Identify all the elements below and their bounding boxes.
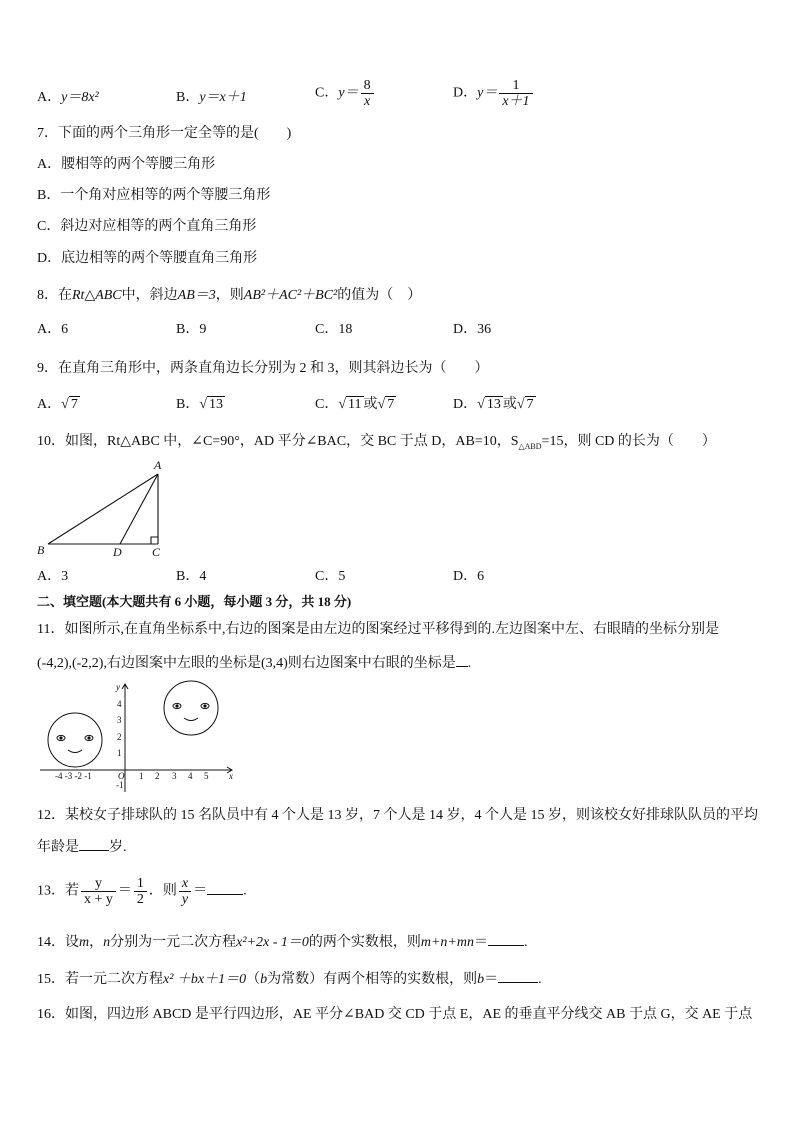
q11-line1: 11．如图所示,在直角坐标系中,右边的图案是由左边的图案经过平移得到的.左边图案中左、右眼睛的坐标分别是 (37, 622, 719, 637)
section-2-heading: 二、填空题(本大题共有 6 小题，每小题 3 分，共 18 分) (37, 594, 352, 609)
q6-option-d: D．y＝ $\frac{1}{x+1}$ (453, 78, 535, 109)
q10-option-c: C．5 (315, 569, 346, 584)
y-tick-4: 4 (117, 699, 122, 709)
segment-ab (48, 474, 158, 544)
segment-ad (120, 474, 158, 544)
q9-option-a: A．√ 7 (37, 397, 78, 412)
q8-option-d: D．36 (453, 322, 492, 337)
q7-option-a: A．腰相等的两个等腰三角形 (37, 157, 216, 172)
y-tick-neg1: -1 (116, 780, 124, 790)
origin-label: O (118, 771, 125, 781)
y-tick-2: 2 (117, 732, 122, 742)
x-tick-3: 3 (172, 771, 177, 781)
q12-line2: 年龄是 岁. (37, 836, 127, 858)
q12-line1: 12．某校女子排球队的 15 名队员中有 4 个人是 13 岁，7 个人是 14 岁，4 个人是 15 岁，则该校女好排球队队员的平均 (37, 808, 758, 823)
q9-stem: 9．在直角三角形中，两条直角边长分别为 2 和 3，则其斜边长为（ ） (37, 361, 489, 376)
q9-option-d: D．√ 13 或√ 7 (453, 397, 534, 412)
q16-stem: 16．如图，四边形 ABCD 是平行四边形，AE 平分∠BAD 交 CD 于点 E，AE 的垂直平分线交 AB 于点 G，交 AE 于点 (37, 1007, 753, 1022)
x-axis-label: x (229, 771, 233, 781)
q6-option-b: B．y＝x＋1 (176, 90, 247, 105)
y-axis-label: y (116, 682, 120, 692)
q10-option-b: B．4 (176, 569, 207, 584)
q7-option-b: B．一个角对应相等的两个等腰三角形 (37, 188, 271, 203)
q7-stem: 7．下面的两个三角形一定全等的是( ) (37, 126, 292, 141)
q8-option-b: B．9 (176, 322, 207, 337)
q10-triangle-figure (34, 456, 174, 562)
label-a: A (154, 458, 162, 472)
q8-stem: 8．在Rt△ABC中，斜边AB＝3，则AB²＋AC²＋BC²的值为（ ） (37, 288, 422, 303)
q6-option-a: A．y＝8x² (37, 90, 99, 105)
left-face (48, 713, 102, 767)
q10-option-a: A．3 (37, 569, 69, 584)
q8-option-a: A．6 (37, 322, 69, 337)
right-angle-mark (151, 537, 158, 544)
y-tick-3: 3 (117, 715, 122, 725)
y-tick-1: 1 (117, 748, 122, 758)
x-tick-5: 5 (204, 771, 209, 781)
label-d: D (113, 545, 122, 559)
x-ticks-negative: -4 -3 -2 -1 (55, 771, 92, 781)
q10-option-d: D．6 (453, 569, 485, 584)
right-face (164, 681, 218, 735)
q7-option-d: D．底边相等的两个等腰直角三角形 (37, 251, 258, 266)
q7-option-c: C．斜边对应相等的两个直角三角形 (37, 219, 257, 234)
q6-option-c: C．y＝ $\frac{8}{x}$ (315, 78, 376, 109)
label-c: C (152, 545, 161, 559)
left-face-mouth (68, 750, 82, 753)
right-face-mouth (184, 718, 198, 721)
x-tick-2: 2 (155, 771, 160, 781)
label-b: B (37, 543, 45, 557)
x-tick-4: 4 (188, 771, 193, 781)
q9-option-c: C．√ 11 或√ 7 (315, 397, 395, 412)
q15-stem: 15．若一元二次方程x² ＋bx＋1＝0（b为常数）有两个相等的实数根，则b＝ . (37, 968, 542, 990)
q11-line2: (-4,2),(-2,2),右边图案中左眼的坐标是(3,4)则右边图案中右眼的坐标是 . (37, 652, 471, 674)
q8-option-c: C．18 (315, 322, 353, 337)
q10-stem: 10．如图，Rt△ABC 中，∠C=90°，AD 平分∠BAC，交 BC 于点 D，AB=10，$S_{\triangle ABD}=15$，则 CD 的长为（ ） (37, 434, 716, 451)
x-tick-1: 1 (139, 771, 144, 781)
q11-coordinate-figure (36, 678, 242, 796)
q9-option-b: B．√ 13 (176, 397, 224, 412)
q13-stem: 13．若 $\frac{y}{x + y}$ ＝ $\frac{1}{2}$ ．则 $\frac{x}{y}$ ＝ . (37, 876, 247, 907)
q14-stem: 14．设m，n分别为一元二次方程x²+2x - 1＝0的两个实数根，则m+n+mn＝ . (37, 931, 527, 953)
